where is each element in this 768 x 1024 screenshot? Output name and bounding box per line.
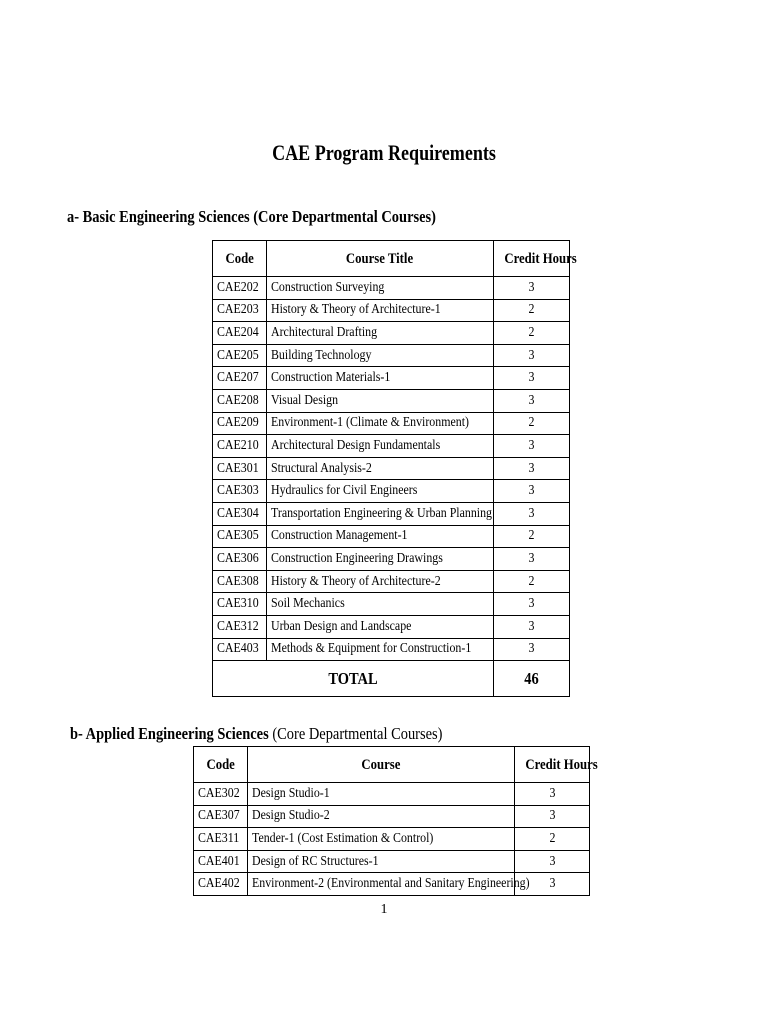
course-column-header: Course — [248, 747, 515, 783]
credit-hours-cell: 3 — [494, 548, 570, 571]
table-row — [213, 344, 570, 367]
table-row — [213, 480, 570, 503]
table-row — [213, 548, 570, 571]
course-code-cell: CAE403 — [213, 638, 267, 661]
table-row — [213, 322, 570, 345]
table-row — [194, 850, 590, 873]
table-row — [213, 593, 570, 616]
applied-engineering-courses-table — [193, 746, 598, 896]
table-row — [213, 570, 570, 593]
course-title-cell: Architectural Drafting — [267, 322, 494, 345]
table-row — [213, 367, 570, 390]
course-code-cell: CAE204 — [213, 322, 267, 345]
table-row — [194, 805, 590, 828]
course-code-cell: CAE306 — [213, 548, 267, 571]
table-row — [213, 615, 570, 638]
course-title-cell: History & Theory of Architecture-2 — [267, 570, 494, 593]
course-title-cell: Environment-2 (Environmental and Sanitary Engineering) — [248, 873, 515, 896]
course-code-cell: CAE209 — [213, 412, 267, 435]
course-code-cell: CAE308 — [213, 570, 267, 593]
course-title-cell: History & Theory of Architecture-1 — [267, 299, 494, 322]
course-code-cell: CAE208 — [213, 389, 267, 412]
table-header-row — [213, 241, 570, 277]
credit-hours-cell: 3 — [494, 344, 570, 367]
course-title-cell: Construction Management-1 — [267, 525, 494, 548]
course-title-cell: Architectural Design Fundamentals — [267, 435, 494, 458]
code-column-header: Code — [194, 747, 248, 783]
table-row — [213, 638, 570, 661]
course-title-cell: Design of RC Structures-1 — [248, 850, 515, 873]
section-a-heading: a- Basic Engineering Sciences (Core Departmental Courses) — [67, 207, 436, 226]
course-title-cell: Environment-1 (Climate & Environment) — [267, 412, 494, 435]
course-code-cell: CAE205 — [213, 344, 267, 367]
course-title-cell: Construction Engineering Drawings — [267, 548, 494, 571]
course-title-cell: Hydraulics for Civil Engineers — [267, 480, 494, 503]
course-title-cell: Methods & Equipment for Construction-1 — [267, 638, 494, 661]
credit-hours-cell: 2 — [494, 299, 570, 322]
credit-hours-cell: 2 — [494, 322, 570, 345]
course-title-cell: Structural Analysis-2 — [267, 457, 494, 480]
course-code-cell: CAE202 — [213, 277, 267, 300]
total-label: TOTAL — [213, 661, 494, 697]
credit-hours-cell: 2 — [515, 828, 590, 851]
table-row — [213, 389, 570, 412]
table-row — [194, 783, 590, 806]
course-code-cell: CAE302 — [194, 783, 248, 806]
table-row — [194, 873, 590, 896]
credit-hours-cell: 3 — [494, 367, 570, 390]
table-row — [213, 435, 570, 458]
course-code-cell: CAE401 — [194, 850, 248, 873]
course-code-cell: CAE402 — [194, 873, 248, 896]
course-title-cell: Urban Design and Landscape — [267, 615, 494, 638]
credit-hours-cell: 3 — [515, 850, 590, 873]
course-code-cell: CAE310 — [213, 593, 267, 616]
credit-hours-cell: 3 — [494, 435, 570, 458]
total-value: 46 — [494, 661, 570, 697]
section-b-heading-bold: b- Applied Engineering Sciences — [70, 724, 269, 743]
credit-hours-cell: 3 — [494, 457, 570, 480]
credit-hours-cell: 3 — [494, 638, 570, 661]
course-title-cell: Building Technology — [267, 344, 494, 367]
course-code-cell: CAE203 — [213, 299, 267, 322]
table-row — [194, 828, 590, 851]
table-row — [213, 457, 570, 480]
table-row — [213, 525, 570, 548]
course-code-cell: CAE210 — [213, 435, 267, 458]
page-number: 1 — [380, 902, 388, 917]
course-code-cell: CAE307 — [194, 805, 248, 828]
section-b-heading-rest: (Core Departmental Courses) — [268, 724, 443, 743]
course-title-cell: Construction Materials-1 — [267, 367, 494, 390]
table-row — [213, 502, 570, 525]
course-title-column-header: Course Title — [267, 241, 494, 277]
credit-hours-cell: 2 — [494, 570, 570, 593]
table-row — [213, 412, 570, 435]
credit-hours-cell: 2 — [494, 525, 570, 548]
course-title-cell: Transportation Engineering & Urban Planning — [267, 502, 494, 525]
credit-hours-cell: 3 — [494, 277, 570, 300]
course-code-cell: CAE304 — [213, 502, 267, 525]
credit-hours-cell: 3 — [515, 873, 590, 896]
course-code-cell: CAE305 — [213, 525, 267, 548]
credit-hours-cell: 3 — [494, 502, 570, 525]
credit-hours-cell: 3 — [515, 783, 590, 806]
course-title-cell: Soil Mechanics — [267, 593, 494, 616]
table-header-row — [194, 747, 590, 783]
credit-hours-column-header: Credit Hours — [515, 747, 590, 783]
total-row — [213, 661, 570, 697]
course-title-cell: Design Studio-1 — [248, 783, 515, 806]
section-b-heading — [70, 724, 442, 744]
credit-hours-cell: 3 — [515, 805, 590, 828]
credit-hours-cell: 3 — [494, 593, 570, 616]
credit-hours-cell: 3 — [494, 480, 570, 503]
course-code-cell: CAE207 — [213, 367, 267, 390]
course-code-cell: CAE312 — [213, 615, 267, 638]
table-row — [213, 277, 570, 300]
basic-engineering-courses-table — [212, 240, 577, 697]
course-title-cell: Construction Surveying — [267, 277, 494, 300]
credit-hours-cell: 2 — [494, 412, 570, 435]
credit-hours-cell: 3 — [494, 615, 570, 638]
course-title-cell: Tender-1 (Cost Estimation & Control) — [248, 828, 515, 851]
course-code-cell: CAE311 — [194, 828, 248, 851]
course-code-cell: CAE301 — [213, 457, 267, 480]
credit-hours-column-header: Credit Hours — [494, 241, 570, 277]
credit-hours-cell: 3 — [494, 389, 570, 412]
code-column-header: Code — [213, 241, 267, 277]
course-title-cell: Design Studio-2 — [248, 805, 515, 828]
table-row — [213, 299, 570, 322]
course-title-cell: Visual Design — [267, 389, 494, 412]
page-title: CAE Program Requirements — [272, 140, 496, 165]
course-code-cell: CAE303 — [213, 480, 267, 503]
